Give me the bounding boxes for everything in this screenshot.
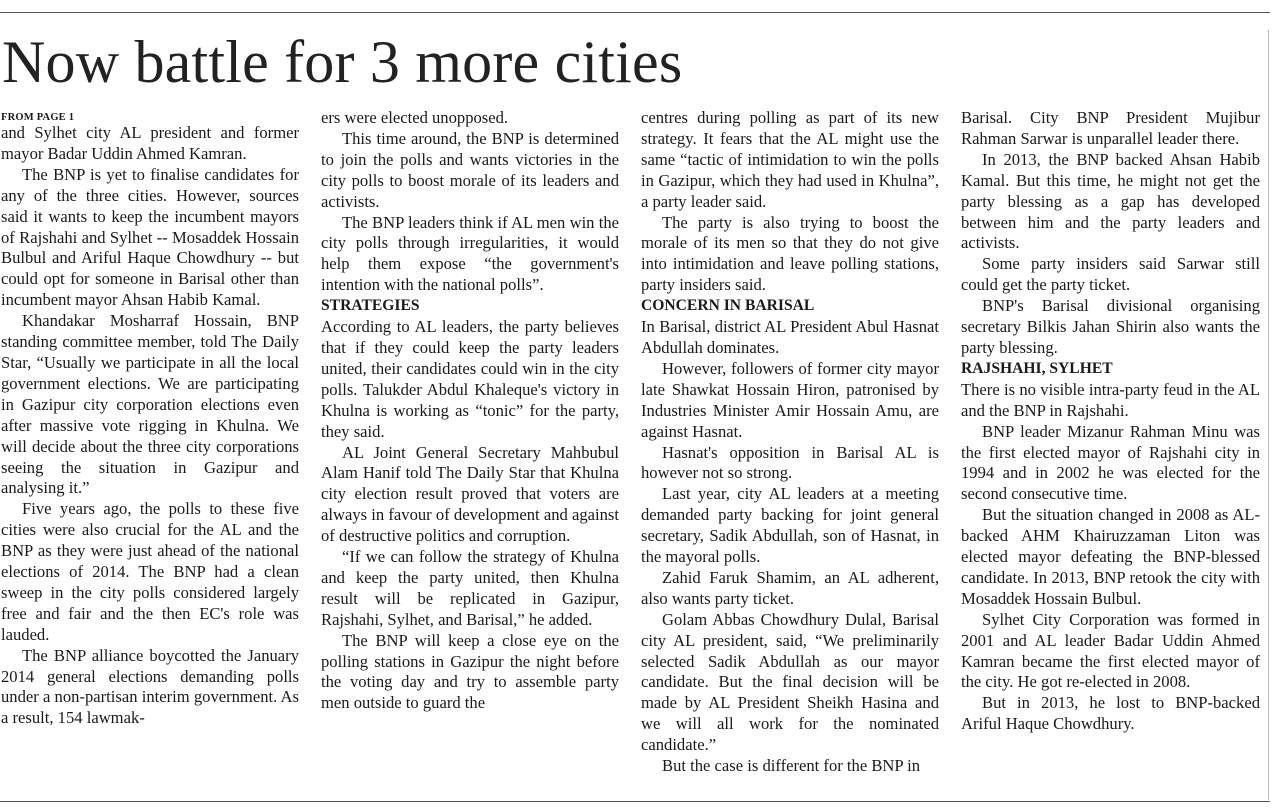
article-paragraph: Zahid Faruk Shamim, an AL adherent, also wants party ticket. (641, 567, 939, 608)
article-paragraph: “If we can follow the strategy of Khulna and keep the party united, then Khulna result will be replicated in Gazipur, Rajshahi, Sylhet, and Barisal,” he added. (321, 547, 619, 629)
article-paragraph: Hasnat's opposition in Barisal AL is however not so strong. (641, 442, 939, 483)
article-paragraph: Khandakar Mosharraf Hossain, BNP standing committee member, told The Daily Star, “Usually we participate in all the local government elections. We are participating in Gazipur city corporation elections even after massive vote rigging in Khulna. We will decide about the three city corporations seeing the situation in Gazipur and analysing it.” (1, 311, 299, 498)
article-paragraph: Barisal. City BNP President Mujibur Rahman Sarwar is unparallel leader there. (961, 108, 1260, 148)
article-paragraph: This time around, the BNP is determined to join the polls and wants victories in the city polls to boost morale of its leaders and activists. (321, 128, 619, 211)
article-paragraph: The BNP alliance boycotted the January 2014 general elections demanding polls under a non-partisan interim government. As a result, 154 lawmak- (1, 645, 299, 728)
article-paragraph: ers were elected unopposed. (321, 108, 509, 127)
article-paragraph: centres during polling as part of its new strategy. It fears that the AL might use the same “tactic of intimidation to win the polls in Gazipur, which they had used in Khulna”, a party leader said. (641, 108, 939, 211)
article-column-3 (641, 108, 939, 777)
column-body (961, 108, 1260, 735)
column-body (641, 108, 939, 777)
article-paragraph: But in 2013, he lost to BNP-backed Ariful Haque Chowdhury. (961, 693, 1260, 734)
article-paragraph: Last year, city AL leaders at a meeting demanded party backing for joint general secretary, Sadik Abdullah, son of Hasnat, in the mayoral polls. (641, 484, 939, 567)
article-paragraph: However, followers of former city mayor late Shawkat Hossain Hiron, patronised by Industries Minister Amir Hossain Amu, are against Hasnat. (641, 358, 939, 441)
column-body (1, 123, 299, 729)
right-rule (1268, 30, 1269, 800)
article-paragraph: But the case is different for the BNP in (662, 756, 921, 776)
article-paragraph: There is no visible intra-party feud in the AL and the BNP in Rajshahi. (961, 379, 1260, 420)
article-paragraph: The BNP will keep a close eye on the polling stations in Gazipur the night before the voting day and try to assemble party men outside to guard the (321, 630, 619, 713)
column-body (321, 108, 619, 714)
article-paragraph: In Barisal, district AL President Abul Hasnat Abdullah dominates. (641, 317, 939, 357)
article-paragraph: In 2013, the BNP backed Ahsan Habib Kamal. But this time, he might not get the party blessing as a gap has developed between him and the party leaders and activists. (961, 149, 1260, 253)
article-paragraph: But the situation changed in 2008 as AL-backed AHM Khairuzzaman Liton was elected mayor defeating the BNP-blessed candidate. In 2013, BNP retook the city with Mosaddek Hossain Bulbul. (961, 505, 1260, 608)
article-paragraph: and Sylhet city AL president and former mayor Badar Uddin Ahmed Kamran. (1, 123, 299, 163)
section-subhead: STRATEGIES (321, 297, 420, 315)
article-paragraph: Some party insiders said Sarwar still could get the party ticket. (961, 254, 1260, 295)
article-paragraph: Five years ago, the polls to these five cities were also crucial for the AL and the BNP as they were just ahead of the national elections of 2014. The BNP had a clean sweep in the city polls considered largely free and fair and the then EC's role was lauded. (1, 499, 299, 644)
bottom-rule (0, 801, 1270, 802)
article-column-4 (961, 108, 1260, 735)
article-paragraph: The BNP leaders think if AL men win the city polls through irregularities, it would help them expose “the government's intention with the national polls”. (321, 212, 619, 295)
article-paragraph: The BNP is yet to finalise candidates for any of the three cities. However, sources said it wants to keep the incumbent mayors of Rajshahi and Sylhet -- Mosaddek Hossain Bulbul and Ariful Haque Chowdhury -- but could opt for someone in Barisal other than incumbent mayor Ahsan Habib Kamal. (1, 164, 299, 310)
article-paragraph: Golam Abbas Chowdhury Dulal, Barisal city AL president, said, “We preliminarily selected Sadik Abdullah as our mayor candidate. But the final decision will be made by AL President Sheikh Hasina and we will all work for the nominated candidate.” (641, 609, 939, 755)
section-subhead: CONCERN IN BARISAL (641, 297, 815, 315)
article-paragraph: The party is also trying to boost the morale of its men so that they do not give into intimidation and leave polling stations, party insiders said. (641, 212, 939, 295)
article-column-1 (1, 108, 299, 729)
article-headline: Now battle for 3 more cities (2, 29, 683, 95)
article-paragraph: BNP's Barisal divisional organising secretary Bilkis Jahan Shirin also wants the party blessing. (961, 296, 1260, 357)
article-paragraph: According to AL leaders, the party believes that if they could keep the party leaders united, their candidates could win in the city polls. Talukder Abdul Khaleque's victory in Khulna is working as “tonic” for the party, they said. (321, 317, 619, 441)
article-paragraph: BNP leader Mizanur Rahman Minu was the first elected mayor of Rajshahi city in 1994 and in 2002 he was elected for the second consecutive time. (961, 421, 1260, 504)
article-paragraph: AL Joint General Secretary Mahbubul Alam Hanif told The Daily Star that Khulna city election result proved that voters are always in favour of development and against of destructive politics and corruption. (321, 442, 619, 546)
dateline: FROM PAGE 1 (1, 112, 75, 123)
article-column-2 (321, 108, 619, 714)
top-rule (0, 12, 1270, 13)
article-paragraph: Sylhet City Corporation was formed in 2001 and AL leader Badar Uddin Ahmed Kamran became the first elected mayor of the city. He got re-elected in 2008. (961, 609, 1260, 692)
section-subhead: RAJSHAHI, SYLHET (961, 359, 1113, 377)
